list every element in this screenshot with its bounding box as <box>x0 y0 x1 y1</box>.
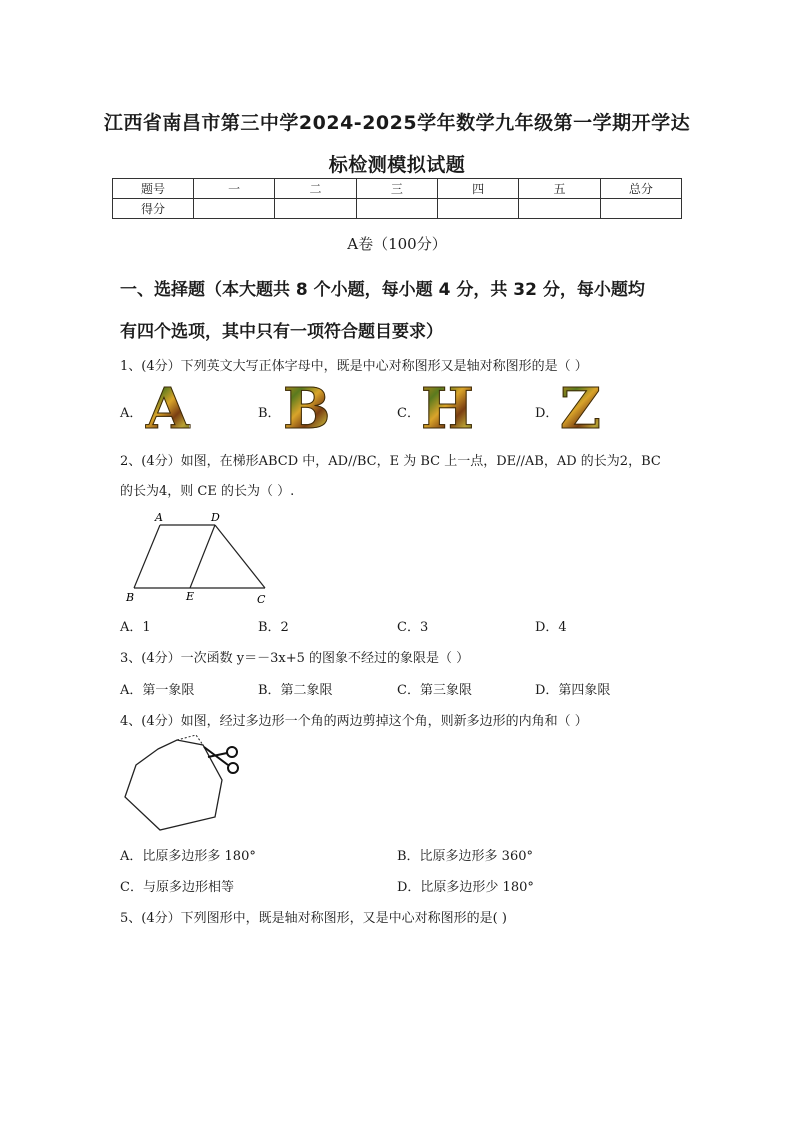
score-row-label: 得分 <box>113 199 194 219</box>
score-table-header-cell: 二 <box>275 179 356 199</box>
figure-label-e: E <box>186 590 195 603</box>
removed-corner-dashed <box>177 735 203 745</box>
q1-option-b-image: B <box>283 376 331 442</box>
q2-option-a[interactable]: A．1 <box>120 620 151 635</box>
q1-option-c-label[interactable]: C． <box>397 406 420 421</box>
q2-option-b[interactable]: B．2 <box>258 620 289 635</box>
cut-polygon-shape <box>125 740 222 830</box>
page-title-line2: 标检测模拟试题 <box>328 154 466 176</box>
scissors-icon <box>204 747 238 773</box>
q4-option-a[interactable]: A．比原多边形多 180° <box>120 849 256 864</box>
figure-label-d: D <box>211 511 220 524</box>
score-table-header-cell: 题号 <box>113 179 194 199</box>
score-table-header-cell: 一 <box>194 179 275 199</box>
score-cell[interactable] <box>194 199 275 219</box>
question-3-text: 3、(4分）一次函数 y＝－3x+5 的图象不经过的象限是（ ） <box>120 651 470 666</box>
q1-option-c-image: H <box>421 376 474 442</box>
score-cell[interactable] <box>600 199 681 219</box>
score-table-header-cell: 五 <box>519 179 600 199</box>
question-2-line1: 2、(4分）如图，在梯形ABCD 中，AD//BC，E 为 BC 上一点，DE//AB，AD 的长为2，BC <box>120 454 661 469</box>
q3-option-d[interactable]: D．第四象限 <box>535 683 611 698</box>
q2-option-c[interactable]: C．3 <box>397 620 429 635</box>
part-heading-line2: 有四个选项，其中只有一项符合题目要求） <box>120 322 443 342</box>
question-5-text: 5、(4分）下列图形中，既是轴对称图形，又是中心对称图形的是( ) <box>120 911 507 926</box>
section-title: A卷（100分） <box>347 235 447 253</box>
score-table-header-cell: 四 <box>437 179 518 199</box>
score-table-header-cell: 三 <box>356 179 437 199</box>
q1-option-a-label[interactable]: A． <box>120 406 143 421</box>
q1-option-a-image: A <box>146 376 190 442</box>
score-table <box>112 178 682 219</box>
question-4-text: 4、(4分）如图，经过多边形一个角的两边剪掉这个角，则新多边形的内角和（ ） <box>120 714 588 729</box>
q3-option-b[interactable]: B．第二象限 <box>258 683 333 698</box>
q1-option-d-image: Z <box>560 376 601 442</box>
score-cell[interactable] <box>356 199 437 219</box>
question-2-line2: 的长为4，则 CE 的长为（ ）. <box>120 484 295 499</box>
figure-label-a: A <box>155 511 163 524</box>
question-1-text: 1、(4分）下列英文大写正体字母中，既是中心对称图形又是轴对称图形的是（ ） <box>120 359 588 374</box>
score-cell[interactable] <box>437 199 518 219</box>
q3-option-c[interactable]: C．第三象限 <box>397 683 472 698</box>
score-table-score-row <box>113 199 682 219</box>
score-cell[interactable] <box>519 199 600 219</box>
q1-option-b-label[interactable]: B． <box>258 406 281 421</box>
q4-option-b[interactable]: B．比原多边形多 360° <box>397 849 533 864</box>
score-cell[interactable] <box>275 199 356 219</box>
q1-option-d-label[interactable]: D． <box>535 406 559 421</box>
page-title-line1: 江西省南昌市第三中学2024-2025学年数学九年级第一学期开学达 <box>103 112 691 134</box>
figure-label-c: C <box>257 593 266 606</box>
trapezoid-figure <box>120 508 280 608</box>
q4-option-c[interactable]: C．与原多边形相等 <box>120 880 234 895</box>
polygon-cut-figure <box>120 735 260 835</box>
score-table-header-row <box>113 179 682 199</box>
figure-label-b: B <box>126 591 135 604</box>
q3-option-a[interactable]: A．第一象限 <box>120 683 195 698</box>
q2-option-d[interactable]: D．4 <box>535 620 567 635</box>
score-table-header-cell: 总分 <box>600 179 681 199</box>
q4-option-d[interactable]: D．比原多边形少 180° <box>397 880 534 895</box>
part-heading-line1: 一、选择题（本大题共 8 个小题，每小题 4 分，共 32 分，每小题均 <box>120 280 645 300</box>
